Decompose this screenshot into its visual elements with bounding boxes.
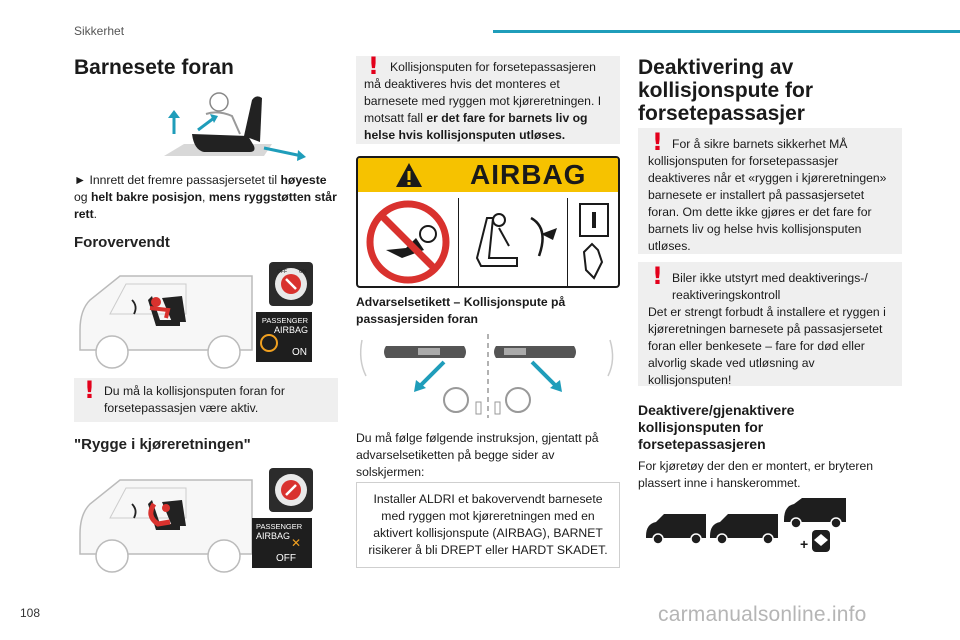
badge-on-label: ON bbox=[299, 269, 307, 275]
vehicle-variants-illustration bbox=[642, 494, 852, 558]
warning-no-switch-text: Det er strengt forbudt å installere et ryggen i kjøreretningen barnesete på passasjersetet foran eller benkesete – fare for død eller alvorlig skade ved utløsning av kollisjonsputen! bbox=[648, 305, 886, 387]
warning-box-no-switch bbox=[638, 262, 902, 386]
indicator-on-text: ON bbox=[292, 347, 307, 358]
airbag-banner-text: AIRBAG bbox=[470, 159, 587, 190]
column-right bbox=[638, 56, 902, 552]
warning-icon: ! bbox=[368, 52, 379, 80]
column-left bbox=[74, 56, 338, 564]
badge-off-label: OFF bbox=[277, 269, 287, 275]
van-forward-illustration bbox=[76, 270, 256, 374]
seat-adjust-illustration bbox=[144, 90, 314, 162]
instruction-text: ► Innrett det fremre passasjersetet til høyeste og helt bakre posisjon, mens ryggstøtten står rett. bbox=[74, 173, 337, 221]
never-install-box: Installer ALDRI et bakovervendt barnesete med ryggen mot kjøreretningen med en aktivert kollisjonspute (AIRBAG), BARNET risikerer å bli DREPT eller HARDT SKADET. bbox=[356, 482, 620, 568]
airbag-banner bbox=[358, 158, 618, 192]
deactivate-subheading: Deaktivere/gjenaktivere kollisjonsputen for forsetepassasjeren bbox=[638, 402, 795, 452]
page-title: Barnesete foran bbox=[74, 56, 234, 79]
label-caption: Advarselsetikett – Kollisjonspute på passasjersiden foran bbox=[356, 295, 566, 326]
page-number: 108 bbox=[20, 606, 41, 620]
warning-active-text: Du må la kollisjonsputen foran for forsetepassasjen være aktiv. bbox=[104, 384, 285, 415]
plus-sign: + bbox=[800, 536, 809, 552]
warning-box-active bbox=[74, 378, 338, 422]
header-section-title: Sikkerhet bbox=[74, 24, 125, 38]
off-indicator-passenger-label: PASSENGER bbox=[256, 522, 303, 531]
off-indicator-airbag-label: AIRBAG bbox=[256, 531, 291, 541]
header-accent-bar bbox=[493, 30, 960, 33]
warning-box-deactivate bbox=[356, 52, 620, 144]
indicator-off-text: OFF bbox=[276, 553, 296, 564]
warning-icon: ! bbox=[84, 376, 95, 404]
warning-box-must-deactivate bbox=[638, 128, 902, 254]
warning-icon: ! bbox=[652, 128, 663, 156]
no-child-seat-icon bbox=[260, 334, 278, 352]
airbag-warning-label bbox=[356, 156, 620, 288]
warning-icon: ! bbox=[652, 262, 663, 290]
airbag-deploy-sign bbox=[458, 198, 568, 286]
watermark: carmanualsonline.info bbox=[658, 603, 867, 626]
airbag-on-indicator bbox=[256, 312, 312, 362]
warning-deactivate-text: Kollisjonsputen for forsetepassasjeren må deaktiveres hvis det monteres et barnesete med ryggen mot kjøreretningen. I motsatt fall er det fare for barnets liv og helse hvis kollisjonsputen utløses. bbox=[364, 60, 602, 142]
airbag-off-badge bbox=[269, 468, 313, 512]
warning-must-text: For å sikre barnets sikkerhet MÅ kollisjonsputen for forsetepassasjer deaktiveres når et «ryggen i kjøreretningen» barnesete er installert på passasjersetet foran. Om dette ikke gjøres er det fare for barnets liv og helse hvis kollisjonsputen utløses. bbox=[648, 137, 887, 253]
child-seat-icon: ✕ bbox=[291, 536, 302, 550]
no-rear-seat-sign bbox=[366, 200, 450, 284]
switch-location-text: For kjøretøy der den er montert, er bryteren plassert inne i hanskerommet. bbox=[638, 459, 874, 490]
warning-no-switch-title: Biler ikke utstyrt med deaktiverings-/ reaktiveringskontroll bbox=[672, 271, 868, 302]
forward-heading: Forovervendt bbox=[74, 234, 170, 251]
airbag-on-badge bbox=[269, 262, 313, 306]
sun-visor-illustration bbox=[356, 330, 620, 422]
read-manual-sign bbox=[572, 200, 616, 284]
indicator-passenger-label: PASSENGER bbox=[261, 316, 308, 325]
deactivation-title: Deaktivering av kollisjonspute for forsetepassasjer bbox=[638, 56, 814, 125]
airbag-off-indicator bbox=[252, 518, 312, 568]
indicator-airbag-label: AIRBAG bbox=[273, 325, 308, 335]
rear-facing-heading: "Rygge i kjøreretningen" bbox=[74, 436, 251, 453]
column-middle bbox=[356, 52, 620, 557]
instruction-paragraph: Du må følge følgende instruksjon, gjentatt på advarselsetiketten på begge sider av solskjermen: bbox=[356, 431, 599, 479]
van-rearward-illustration bbox=[76, 474, 256, 578]
